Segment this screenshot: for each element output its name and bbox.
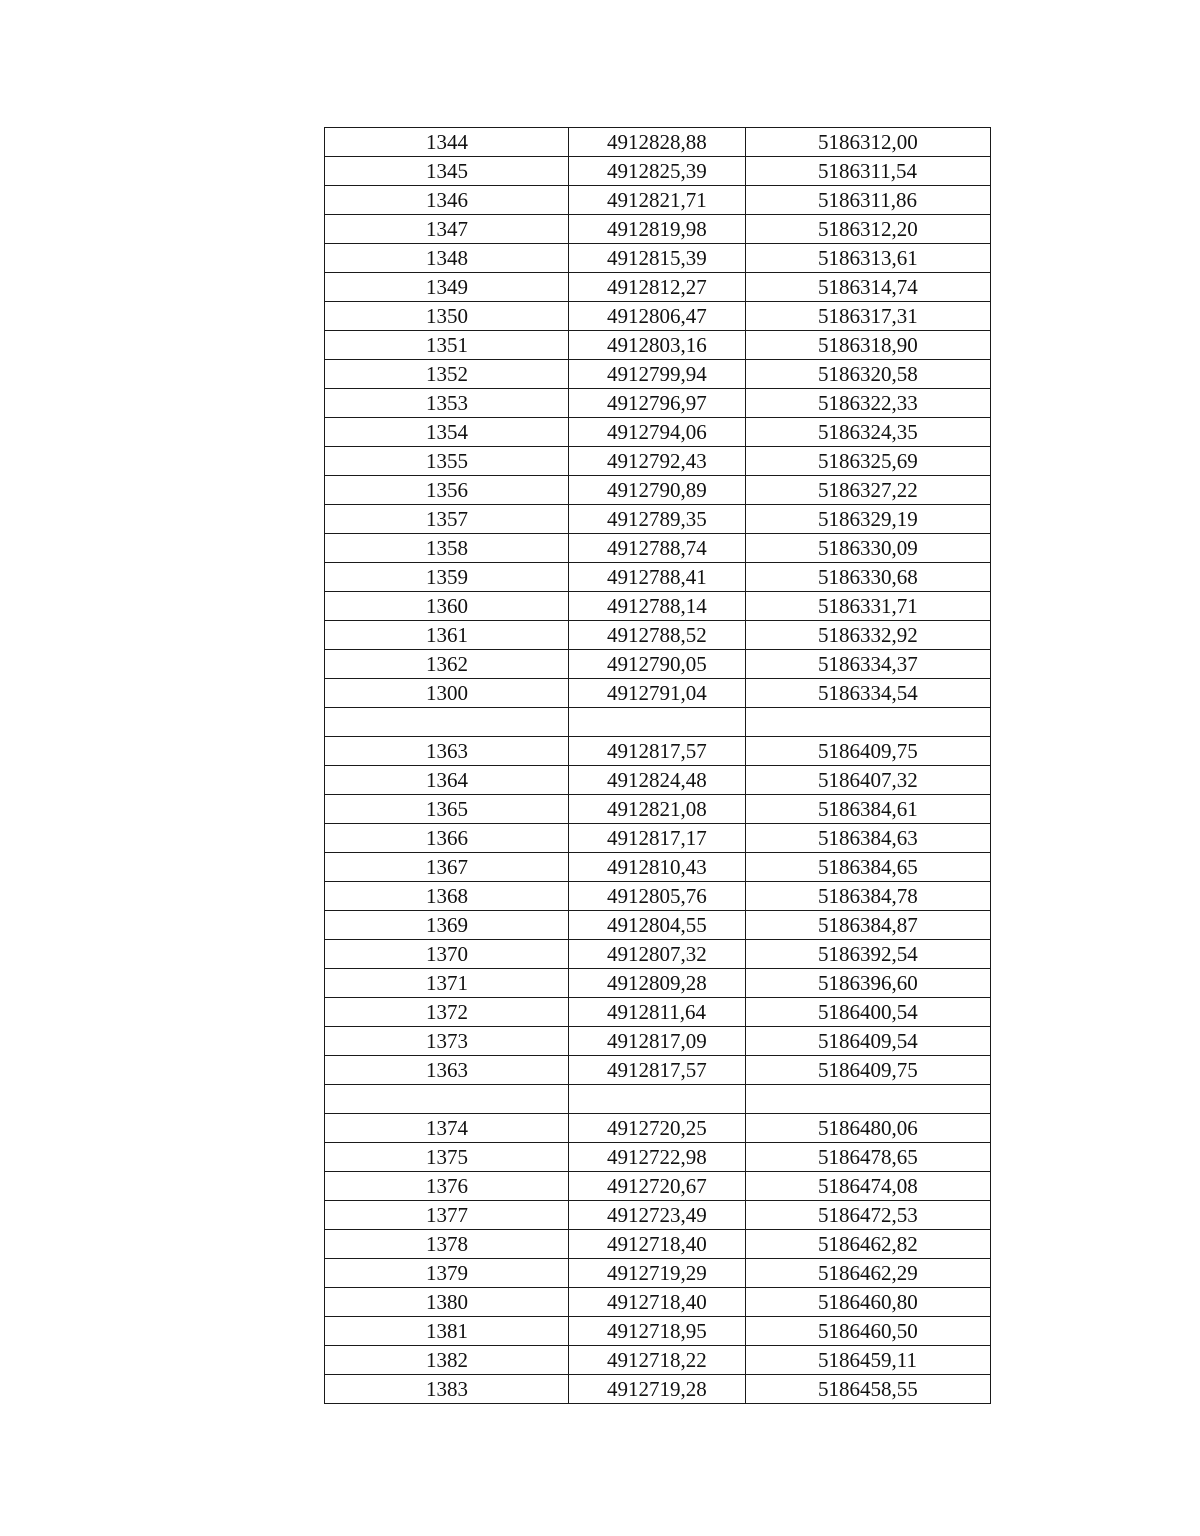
point-number-cell: 1363 <box>325 1056 569 1085</box>
point-number-cell: 1381 <box>325 1317 569 1346</box>
point-number-cell: 1358 <box>325 534 569 563</box>
table-row <box>325 969 991 998</box>
point-number-cell <box>325 1085 569 1114</box>
table-row <box>325 882 991 911</box>
x-coordinate-cell: 4912718,95 <box>569 1317 746 1346</box>
table-row <box>325 389 991 418</box>
x-coordinate-cell: 4912720,67 <box>569 1172 746 1201</box>
point-number-cell: 1347 <box>325 215 569 244</box>
y-coordinate-cell <box>746 708 991 737</box>
x-coordinate-cell: 4912824,48 <box>569 766 746 795</box>
point-number-cell: 1348 <box>325 244 569 273</box>
table-row <box>325 1375 991 1404</box>
point-number-cell: 1357 <box>325 505 569 534</box>
y-coordinate-cell: 5186460,80 <box>746 1288 991 1317</box>
table-row <box>325 650 991 679</box>
table-row <box>325 215 991 244</box>
table-row <box>325 273 991 302</box>
y-coordinate-cell: 5186330,68 <box>746 563 991 592</box>
table-row <box>325 1259 991 1288</box>
y-coordinate-cell: 5186311,54 <box>746 157 991 186</box>
point-number-cell: 1377 <box>325 1201 569 1230</box>
x-coordinate-cell: 4912828,88 <box>569 128 746 157</box>
y-coordinate-cell: 5186392,54 <box>746 940 991 969</box>
table-row <box>325 476 991 505</box>
y-coordinate-cell: 5186311,86 <box>746 186 991 215</box>
table-row <box>325 911 991 940</box>
table-row <box>325 534 991 563</box>
table-row <box>325 1172 991 1201</box>
y-coordinate-cell: 5186334,37 <box>746 650 991 679</box>
x-coordinate-cell: 4912722,98 <box>569 1143 746 1172</box>
x-coordinate-cell: 4912805,76 <box>569 882 746 911</box>
point-number-cell: 1349 <box>325 273 569 302</box>
x-coordinate-cell: 4912809,28 <box>569 969 746 998</box>
point-number-cell: 1365 <box>325 795 569 824</box>
point-number-cell <box>325 708 569 737</box>
y-coordinate-cell: 5186384,65 <box>746 853 991 882</box>
y-coordinate-cell: 5186409,54 <box>746 1027 991 1056</box>
y-coordinate-cell: 5186320,58 <box>746 360 991 389</box>
point-number-cell: 1382 <box>325 1346 569 1375</box>
point-number-cell: 1369 <box>325 911 569 940</box>
x-coordinate-cell: 4912789,35 <box>569 505 746 534</box>
x-coordinate-cell <box>569 1085 746 1114</box>
point-number-cell: 1374 <box>325 1114 569 1143</box>
coordinates-table-body <box>325 128 991 1404</box>
point-number-cell: 1366 <box>325 824 569 853</box>
y-coordinate-cell: 5186384,63 <box>746 824 991 853</box>
y-coordinate-cell: 5186462,29 <box>746 1259 991 1288</box>
y-coordinate-cell: 5186384,78 <box>746 882 991 911</box>
x-coordinate-cell: 4912719,28 <box>569 1375 746 1404</box>
point-number-cell: 1362 <box>325 650 569 679</box>
x-coordinate-cell: 4912799,94 <box>569 360 746 389</box>
point-number-cell: 1378 <box>325 1230 569 1259</box>
point-number-cell: 1367 <box>325 853 569 882</box>
table-row <box>325 998 991 1027</box>
y-coordinate-cell: 5186480,06 <box>746 1114 991 1143</box>
x-coordinate-cell: 4912720,25 <box>569 1114 746 1143</box>
y-coordinate-cell: 5186478,65 <box>746 1143 991 1172</box>
y-coordinate-cell: 5186334,54 <box>746 679 991 708</box>
y-coordinate-cell: 5186409,75 <box>746 1056 991 1085</box>
x-coordinate-cell: 4912796,97 <box>569 389 746 418</box>
point-number-cell: 1354 <box>325 418 569 447</box>
point-number-cell: 1360 <box>325 592 569 621</box>
point-number-cell: 1352 <box>325 360 569 389</box>
table-row <box>325 940 991 969</box>
x-coordinate-cell: 4912819,98 <box>569 215 746 244</box>
table-row <box>325 1201 991 1230</box>
table-row <box>325 244 991 273</box>
x-coordinate-cell: 4912821,08 <box>569 795 746 824</box>
point-number-cell: 1363 <box>325 737 569 766</box>
table-row <box>325 505 991 534</box>
point-number-cell: 1376 <box>325 1172 569 1201</box>
table-row <box>325 766 991 795</box>
point-number-cell: 1355 <box>325 447 569 476</box>
table-row <box>325 563 991 592</box>
x-coordinate-cell: 4912788,52 <box>569 621 746 650</box>
x-coordinate-cell: 4912718,40 <box>569 1288 746 1317</box>
x-coordinate-cell: 4912788,74 <box>569 534 746 563</box>
point-number-cell: 1346 <box>325 186 569 215</box>
y-coordinate-cell: 5186458,55 <box>746 1375 991 1404</box>
table-row <box>325 795 991 824</box>
y-coordinate-cell: 5186331,71 <box>746 592 991 621</box>
x-coordinate-cell: 4912723,49 <box>569 1201 746 1230</box>
x-coordinate-cell: 4912804,55 <box>569 911 746 940</box>
x-coordinate-cell: 4912803,16 <box>569 331 746 360</box>
table-row <box>325 447 991 476</box>
x-coordinate-cell: 4912719,29 <box>569 1259 746 1288</box>
table-row <box>325 621 991 650</box>
point-number-cell: 1371 <box>325 969 569 998</box>
table-row <box>325 157 991 186</box>
y-coordinate-cell: 5186332,92 <box>746 621 991 650</box>
y-coordinate-cell: 5186460,50 <box>746 1317 991 1346</box>
x-coordinate-cell: 4912817,09 <box>569 1027 746 1056</box>
table-row <box>325 1288 991 1317</box>
point-number-cell: 1380 <box>325 1288 569 1317</box>
table-row <box>325 824 991 853</box>
point-number-cell: 1361 <box>325 621 569 650</box>
y-coordinate-cell: 5186409,75 <box>746 737 991 766</box>
x-coordinate-cell: 4912817,57 <box>569 737 746 766</box>
point-number-cell: 1344 <box>325 128 569 157</box>
x-coordinate-cell: 4912811,64 <box>569 998 746 1027</box>
point-number-cell: 1383 <box>325 1375 569 1404</box>
table-row <box>325 1085 991 1114</box>
table-row <box>325 1143 991 1172</box>
x-coordinate-cell: 4912790,89 <box>569 476 746 505</box>
table-row <box>325 1114 991 1143</box>
point-number-cell: 1379 <box>325 1259 569 1288</box>
coordinates-table <box>324 127 991 1404</box>
table-row <box>325 592 991 621</box>
point-number-cell: 1359 <box>325 563 569 592</box>
y-coordinate-cell: 5186314,74 <box>746 273 991 302</box>
table-row <box>325 360 991 389</box>
y-coordinate-cell: 5186472,53 <box>746 1201 991 1230</box>
table-row <box>325 679 991 708</box>
x-coordinate-cell <box>569 708 746 737</box>
table-row <box>325 1230 991 1259</box>
x-coordinate-cell: 4912791,04 <box>569 679 746 708</box>
y-coordinate-cell: 5186330,09 <box>746 534 991 563</box>
y-coordinate-cell: 5186459,11 <box>746 1346 991 1375</box>
y-coordinate-cell: 5186324,35 <box>746 418 991 447</box>
table-row <box>325 1056 991 1085</box>
x-coordinate-cell: 4912806,47 <box>569 302 746 331</box>
y-coordinate-cell: 5186384,87 <box>746 911 991 940</box>
point-number-cell: 1368 <box>325 882 569 911</box>
table-row <box>325 128 991 157</box>
table-row <box>325 1317 991 1346</box>
point-number-cell: 1375 <box>325 1143 569 1172</box>
y-coordinate-cell: 5186318,90 <box>746 331 991 360</box>
y-coordinate-cell: 5186384,61 <box>746 795 991 824</box>
x-coordinate-cell: 4912792,43 <box>569 447 746 476</box>
y-coordinate-cell: 5186407,32 <box>746 766 991 795</box>
x-coordinate-cell: 4912825,39 <box>569 157 746 186</box>
table-row <box>325 737 991 766</box>
point-number-cell: 1372 <box>325 998 569 1027</box>
y-coordinate-cell: 5186322,33 <box>746 389 991 418</box>
point-number-cell: 1373 <box>325 1027 569 1056</box>
table-row <box>325 302 991 331</box>
y-coordinate-cell: 5186317,31 <box>746 302 991 331</box>
x-coordinate-cell: 4912807,32 <box>569 940 746 969</box>
y-coordinate-cell: 5186462,82 <box>746 1230 991 1259</box>
point-number-cell: 1356 <box>325 476 569 505</box>
x-coordinate-cell: 4912821,71 <box>569 186 746 215</box>
x-coordinate-cell: 4912817,57 <box>569 1056 746 1085</box>
x-coordinate-cell: 4912815,39 <box>569 244 746 273</box>
table-row <box>325 708 991 737</box>
table-row <box>325 186 991 215</box>
x-coordinate-cell: 4912794,06 <box>569 418 746 447</box>
x-coordinate-cell: 4912812,27 <box>569 273 746 302</box>
x-coordinate-cell: 4912718,40 <box>569 1230 746 1259</box>
table-row <box>325 1346 991 1375</box>
y-coordinate-cell: 5186474,08 <box>746 1172 991 1201</box>
y-coordinate-cell: 5186312,00 <box>746 128 991 157</box>
y-coordinate-cell: 5186400,54 <box>746 998 991 1027</box>
point-number-cell: 1351 <box>325 331 569 360</box>
y-coordinate-cell: 5186325,69 <box>746 447 991 476</box>
y-coordinate-cell <box>746 1085 991 1114</box>
y-coordinate-cell: 5186327,22 <box>746 476 991 505</box>
point-number-cell: 1364 <box>325 766 569 795</box>
x-coordinate-cell: 4912817,17 <box>569 824 746 853</box>
y-coordinate-cell: 5186312,20 <box>746 215 991 244</box>
y-coordinate-cell: 5186396,60 <box>746 969 991 998</box>
x-coordinate-cell: 4912788,14 <box>569 592 746 621</box>
y-coordinate-cell: 5186329,19 <box>746 505 991 534</box>
x-coordinate-cell: 4912718,22 <box>569 1346 746 1375</box>
point-number-cell: 1350 <box>325 302 569 331</box>
point-number-cell: 1353 <box>325 389 569 418</box>
table-row <box>325 1027 991 1056</box>
table-row <box>325 853 991 882</box>
point-number-cell: 1345 <box>325 157 569 186</box>
table-row <box>325 418 991 447</box>
y-coordinate-cell: 5186313,61 <box>746 244 991 273</box>
x-coordinate-cell: 4912788,41 <box>569 563 746 592</box>
x-coordinate-cell: 4912790,05 <box>569 650 746 679</box>
point-number-cell: 1370 <box>325 940 569 969</box>
point-number-cell: 1300 <box>325 679 569 708</box>
x-coordinate-cell: 4912810,43 <box>569 853 746 882</box>
table-row <box>325 331 991 360</box>
